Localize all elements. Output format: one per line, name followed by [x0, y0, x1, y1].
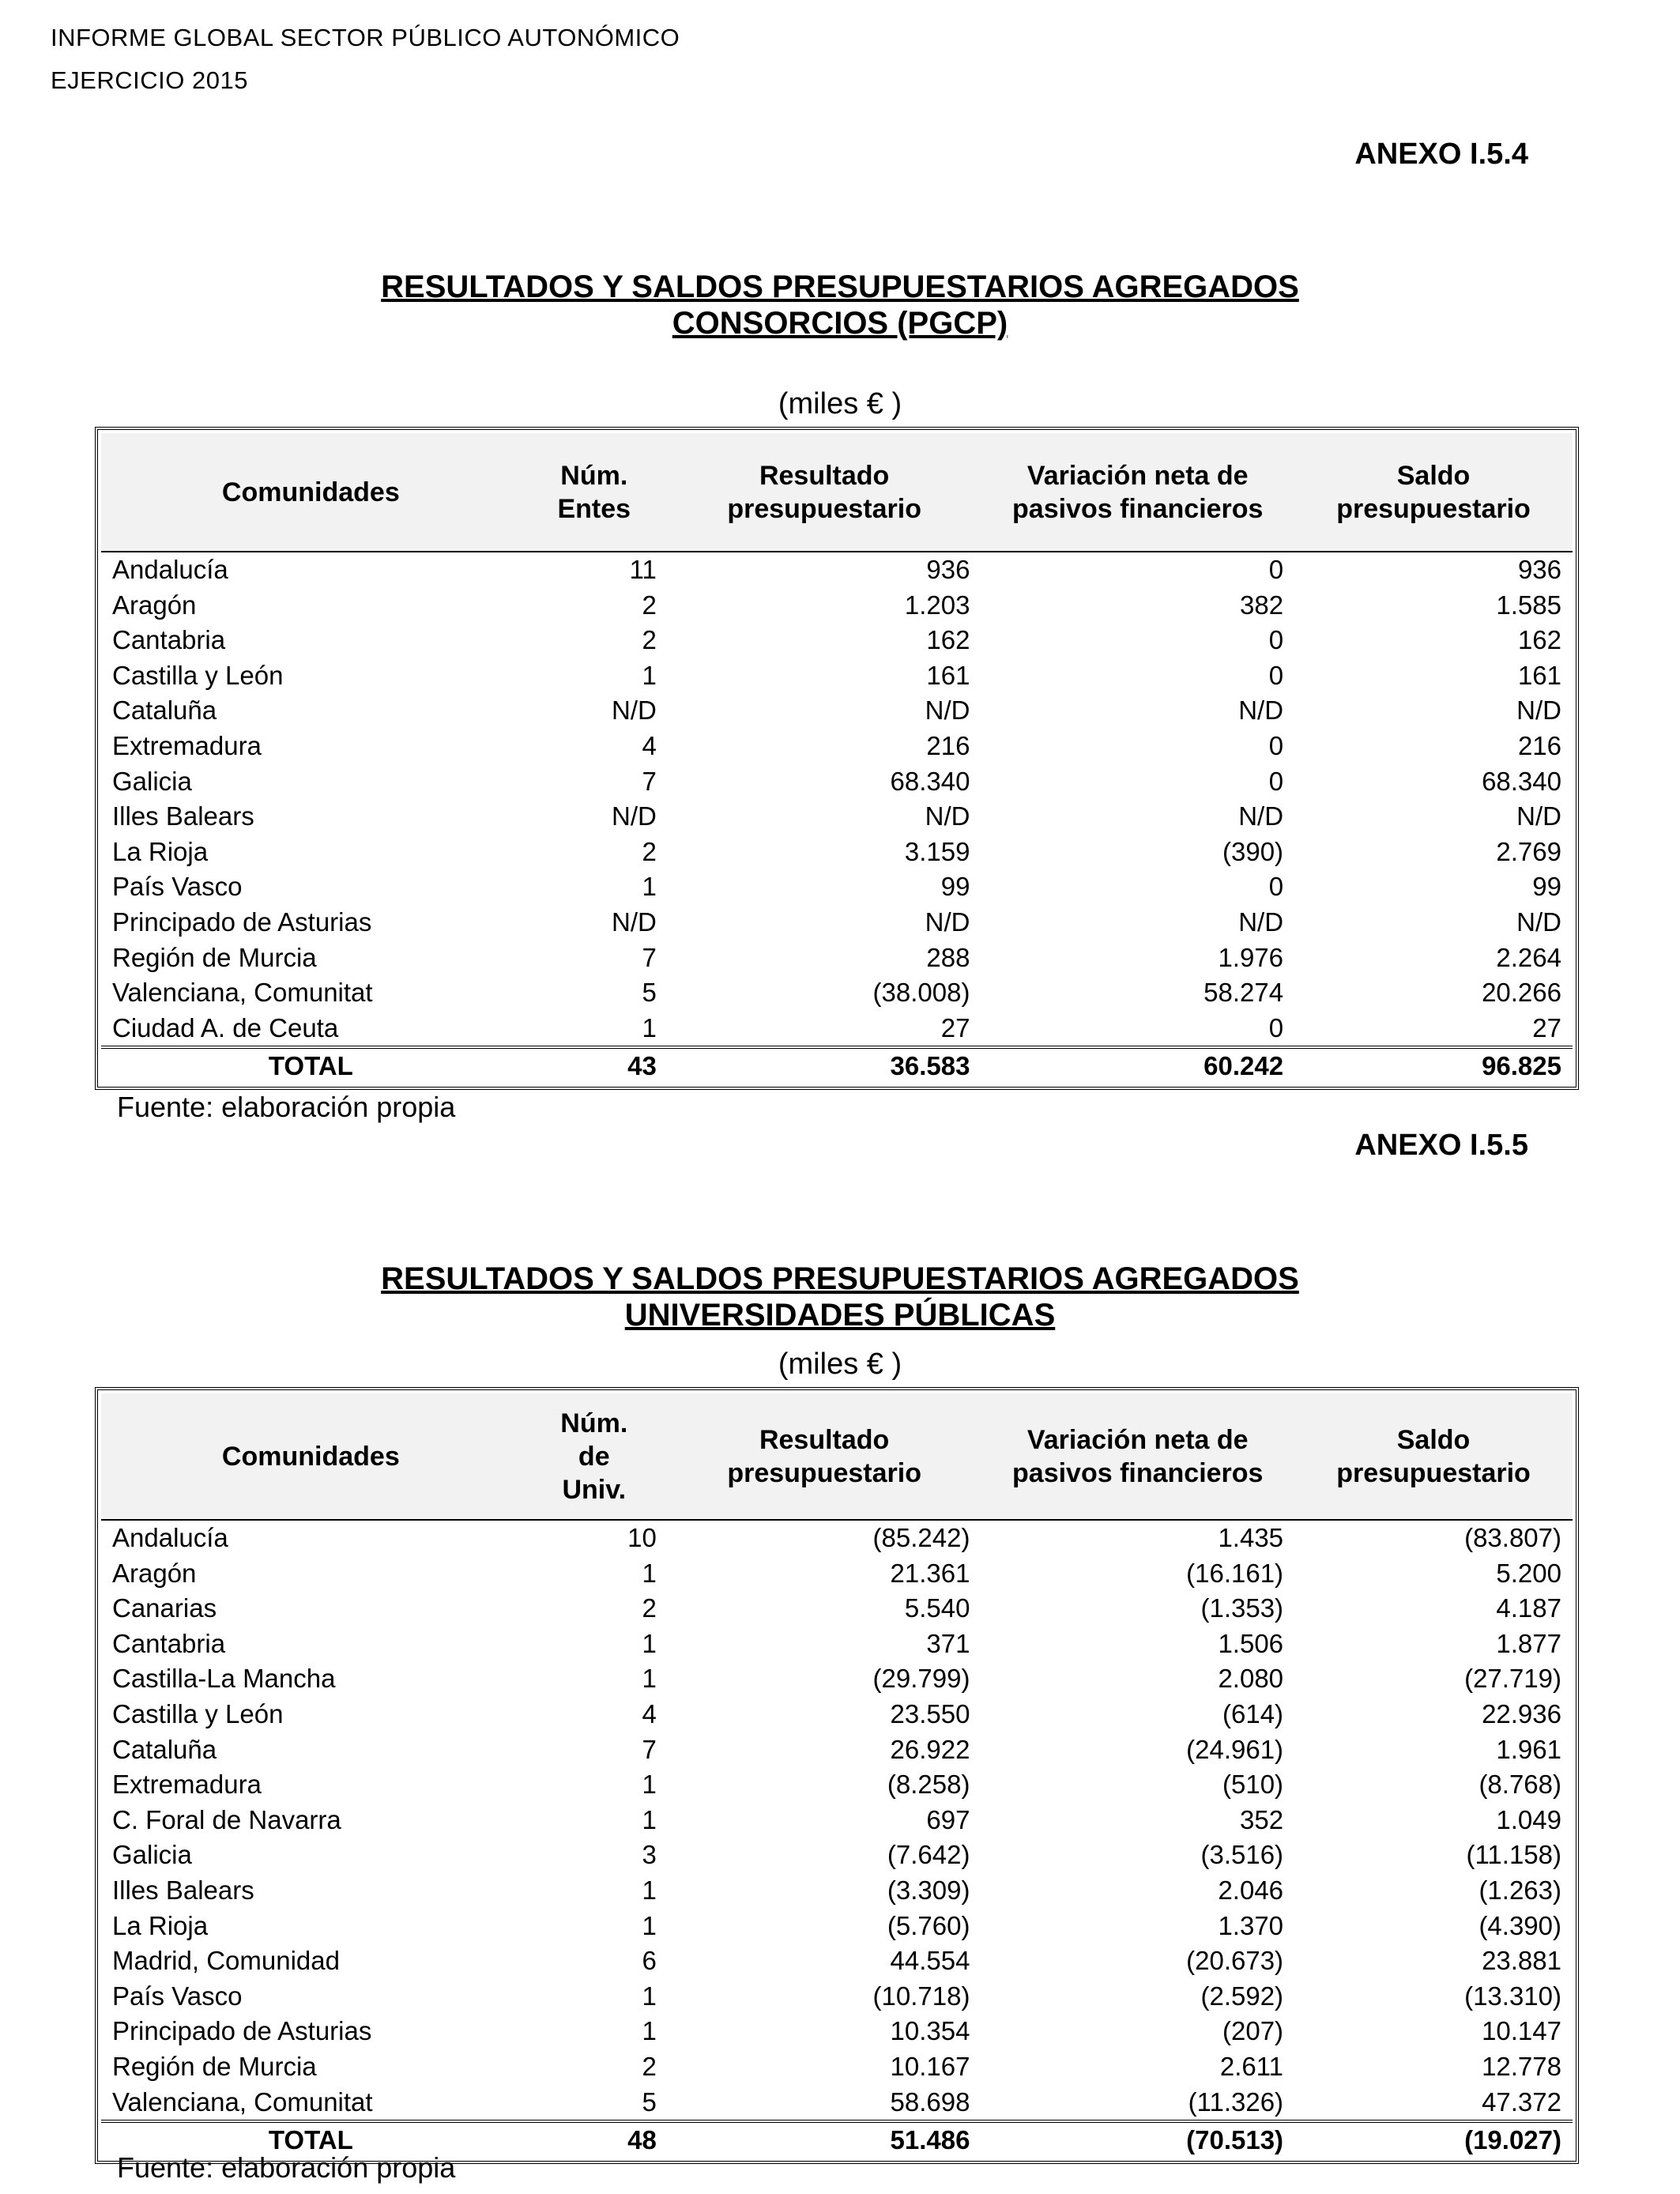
cell-variacion: (3.516) [1200, 1840, 1284, 1870]
cell-comunidad: Canarias [112, 1593, 217, 1623]
cell-resultado: (3.309) [887, 1875, 970, 1905]
cell-variacion: (24.961) [1186, 1734, 1284, 1764]
cell-variacion: 1.976 [1218, 942, 1284, 972]
cell-resultado: (8.258) [887, 1770, 970, 1800]
cell-saldo: N/D [1516, 696, 1561, 726]
cell-resultado: 216 [926, 730, 970, 760]
cell-resultado: N/D [925, 801, 970, 831]
section1-table-frame [95, 427, 1579, 1090]
cell-num: 1 [642, 1770, 657, 1800]
section2-title-line2: UNIVERSIDADES PÚBLICAS [624, 1298, 1056, 1333]
cell-comunidad: Aragón [112, 1558, 197, 1588]
cell-comunidad: Illes Balears [112, 801, 254, 831]
total-cell-comunidad: TOTAL [101, 1047, 521, 1084]
cell-variacion: 1.370 [1218, 1910, 1284, 1940]
cell-variacion: (614) [1222, 1698, 1284, 1728]
cell-variacion: (11.326) [1188, 2087, 1284, 2117]
section2-title-line1: RESULTADOS Y SALDOS PRESUPUESTARIOS AGREGADOS [381, 1261, 1299, 1296]
cell-num: 6 [642, 1946, 657, 1976]
total-cell-resultado: 51.486 [668, 2121, 981, 2158]
table-row [101, 1661, 1573, 1697]
col-header-comunidades: Comunidades [101, 433, 521, 552]
table-row [101, 941, 1573, 976]
cell-variacion: (390) [1222, 836, 1284, 866]
cell-saldo: 216 [1517, 730, 1561, 760]
cell-comunidad: Galicia [112, 1840, 192, 1870]
cell-comunidad: Valenciana, Comunitat [112, 2087, 373, 2117]
col-header-saldo: Saldo presupuestario [1294, 1393, 1573, 1520]
cell-resultado: 27 [940, 1012, 970, 1042]
cell-saldo: 5.200 [1496, 1558, 1561, 1588]
cell-resultado: (10.718) [872, 1981, 970, 2011]
cell-num: 5 [642, 2087, 657, 2117]
cell-comunidad: Extremadura [112, 730, 262, 760]
col-header-saldo: Saldo presupuestario [1294, 433, 1573, 552]
cell-resultado: (7.642) [887, 1840, 970, 1870]
section2-table-frame [95, 1387, 1579, 2164]
cell-comunidad: Extremadura [112, 1770, 262, 1800]
cell-comunidad: Cataluña [112, 696, 217, 726]
cell-variacion: 0 [1268, 555, 1284, 584]
cell-saldo: 936 [1517, 555, 1561, 584]
cell-resultado: (29.799) [872, 1664, 970, 1694]
cell-saldo: (83.807) [1464, 1523, 1561, 1552]
table-row [101, 1909, 1573, 1944]
cell-resultado: 697 [926, 1804, 970, 1834]
cell-resultado: (85.242) [872, 1523, 970, 1552]
cell-comunidad: La Rioja [112, 836, 209, 866]
section2-header-row [101, 1393, 1573, 1520]
col-header-comunidades: Comunidades [101, 1393, 521, 1520]
cell-resultado: 23.550 [890, 1698, 970, 1728]
table-row [101, 1838, 1573, 1873]
cell-variacion: 2.611 [1219, 2051, 1284, 2081]
table-row [101, 975, 1573, 1011]
col-header-resultado: Resultado presupuestario [668, 1393, 981, 1520]
section1-header-row [101, 433, 1573, 552]
cell-saldo: 20.266 [1482, 978, 1561, 1008]
section2-units: (miles € ) [778, 1348, 902, 1381]
cell-num: 1 [642, 1628, 657, 1658]
cell-variacion: (510) [1222, 1770, 1284, 1800]
cell-resultado: 3.159 [904, 836, 970, 866]
cell-resultado: 68.340 [890, 766, 970, 796]
table-row [101, 693, 1573, 729]
cell-saldo: (13.310) [1464, 1981, 1561, 2011]
section1-title-line1: RESULTADOS Y SALDOS PRESUPUESTARIOS AGREGADOS [381, 270, 1299, 304]
table-row [101, 1979, 1573, 2015]
table-row [101, 1011, 1573, 1048]
col-header-variacion: Variación neta de pasivos financieros [981, 1393, 1294, 1520]
cell-comunidad: Galicia [112, 766, 192, 796]
cell-saldo: N/D [1516, 907, 1561, 937]
cell-resultado: 5.540 [904, 1593, 970, 1623]
cell-saldo: 1.049 [1496, 1804, 1561, 1834]
cell-comunidad: Illes Balears [112, 1875, 254, 1905]
table-row [101, 1591, 1573, 1627]
total-cell-saldo: 96.825 [1294, 1047, 1573, 1084]
cell-saldo: 27 [1532, 1012, 1561, 1042]
cell-variacion: N/D [1238, 907, 1284, 937]
cell-variacion: 58.274 [1203, 978, 1284, 1008]
cell-num: 4 [642, 1698, 657, 1728]
cell-saldo: 99 [1532, 872, 1561, 902]
cell-num: 1 [642, 1012, 657, 1042]
cell-variacion: (1.353) [1200, 1593, 1284, 1623]
cell-num: 10 [627, 1523, 657, 1552]
section2-table [101, 1393, 1573, 2158]
table-row [101, 1697, 1573, 1732]
table-row [101, 799, 1573, 835]
annex-label-2: ANEXO I.5.5 [1354, 1129, 1528, 1162]
cell-num: 1 [642, 1664, 657, 1694]
table-row [101, 729, 1573, 764]
report-year: EJERCICIO 2015 [51, 66, 248, 94]
cell-variacion: (16.161) [1186, 1558, 1284, 1588]
cell-comunidad: Región de Murcia [112, 2051, 317, 2081]
table-row [101, 588, 1573, 624]
cell-num: N/D [612, 696, 657, 726]
cell-num: 11 [629, 555, 657, 584]
cell-comunidad: País Vasco [112, 872, 243, 902]
cell-num: 1 [642, 1910, 657, 1940]
table-row [101, 2085, 1573, 2122]
cell-resultado: N/D [925, 696, 970, 726]
cell-resultado: 162 [926, 625, 970, 655]
table-row [101, 1767, 1573, 1803]
col-header-resultado: Resultado presupuestario [668, 433, 981, 552]
cell-variacion: 1.506 [1218, 1628, 1284, 1658]
table-row [101, 1873, 1573, 1909]
cell-variacion: 1.435 [1218, 1523, 1284, 1552]
cell-resultado: 161 [926, 660, 970, 690]
cell-num: 2 [642, 625, 657, 655]
cell-saldo: 2.769 [1496, 836, 1561, 866]
table-row [101, 1732, 1573, 1768]
report-title: INFORME GLOBAL SECTOR PÚBLICO AUTONÓMICO [51, 24, 680, 51]
cell-variacion: N/D [1238, 801, 1284, 831]
table-row [101, 623, 1573, 658]
cell-num: 7 [642, 766, 657, 796]
table-row [101, 1627, 1573, 1662]
col-header-num-entes: Núm. Entes [521, 433, 668, 552]
total-cell-resultado: 36.583 [668, 1047, 981, 1084]
cell-variacion: 2.046 [1218, 1875, 1284, 1905]
table-row [101, 1556, 1573, 1592]
total-cell-num: 48 [521, 2121, 668, 2158]
cell-saldo: 162 [1517, 625, 1561, 655]
cell-resultado: 936 [926, 555, 970, 584]
cell-saldo: 10.147 [1482, 2016, 1561, 2046]
cell-saldo: 22.936 [1482, 1698, 1561, 1728]
cell-num: 1 [642, 1875, 657, 1905]
cell-saldo: (8.768) [1478, 1770, 1561, 1800]
cell-comunidad: Madrid, Comunidad [112, 1946, 340, 1976]
cell-saldo: (27.719) [1464, 1664, 1561, 1694]
cell-saldo: (1.263) [1478, 1875, 1561, 1905]
cell-saldo: 1.961 [1496, 1734, 1561, 1764]
section1-source: Fuente: elaboración propia [117, 1091, 456, 1123]
cell-saldo: N/D [1516, 801, 1561, 831]
total-cell-num: 43 [521, 1047, 668, 1084]
table-row [101, 2014, 1573, 2049]
cell-variacion: 0 [1268, 766, 1284, 796]
cell-comunidad: Cataluña [112, 1734, 217, 1764]
cell-comunidad: Principado de Asturias [112, 907, 372, 937]
cell-variacion: (207) [1222, 2016, 1284, 2046]
cell-comunidad: País Vasco [112, 1981, 243, 2011]
table-row [101, 869, 1573, 905]
section1-title [0, 269, 1680, 341]
cell-resultado: 10.167 [890, 2051, 970, 2081]
cell-comunidad: Ciudad A. de Ceuta [112, 1012, 339, 1042]
section1-title-line2: CONSORCIOS (PGCP) [672, 306, 1008, 341]
cell-comunidad: Andalucía [112, 1523, 228, 1552]
cell-variacion: 0 [1268, 730, 1284, 760]
table-row [101, 552, 1573, 588]
cell-resultado: N/D [925, 907, 970, 937]
cell-saldo: (11.158) [1466, 1840, 1561, 1870]
section1-table [101, 433, 1573, 1084]
table-row [101, 764, 1573, 800]
cell-num: N/D [612, 801, 657, 831]
cell-saldo: (4.390) [1478, 1910, 1561, 1940]
cell-resultado: 21.361 [890, 1558, 970, 1588]
cell-num: 7 [642, 942, 657, 972]
table-row [101, 905, 1573, 941]
cell-num: 1 [642, 1558, 657, 1588]
cell-num: 3 [642, 1840, 657, 1870]
section2-title [0, 1261, 1680, 1333]
annex-label-1: ANEXO I.5.4 [1354, 138, 1528, 171]
cell-comunidad: Aragón [112, 590, 197, 620]
total-cell-saldo: (19.027) [1294, 2121, 1573, 2158]
table-row [101, 2049, 1573, 2085]
table-row [101, 1943, 1573, 1979]
cell-saldo: 4.187 [1496, 1593, 1561, 1623]
cell-num: 7 [642, 1734, 657, 1764]
cell-comunidad: Andalucía [112, 555, 228, 584]
cell-num: 1 [642, 2016, 657, 2046]
cell-resultado: 26.922 [890, 1734, 970, 1764]
section1-table-body [101, 552, 1573, 1084]
cell-variacion: (20.673) [1186, 1946, 1284, 1976]
cell-saldo: 47.372 [1482, 2087, 1561, 2117]
cell-num: 1 [642, 1804, 657, 1834]
total-cell-variacion: 60.242 [981, 1047, 1294, 1084]
cell-num: 2 [642, 836, 657, 866]
cell-variacion: 0 [1268, 1012, 1284, 1042]
cell-saldo: 1.877 [1496, 1628, 1561, 1658]
cell-resultado: (5.760) [887, 1910, 970, 1940]
table-row [101, 658, 1573, 694]
cell-comunidad: C. Foral de Navarra [112, 1804, 341, 1834]
cell-num: 5 [642, 978, 657, 1008]
cell-num: 4 [642, 730, 657, 760]
col-header-num-univ: Núm. de Univ. [521, 1393, 668, 1520]
cell-num: 2 [642, 1593, 657, 1623]
cell-comunidad: Valenciana, Comunitat [112, 978, 373, 1008]
cell-num: 1 [642, 660, 657, 690]
section2-table-body [101, 1520, 1573, 2158]
cell-saldo: 1.585 [1496, 590, 1561, 620]
table-row [101, 1803, 1573, 1838]
cell-resultado: 371 [926, 1628, 970, 1658]
cell-comunidad: Castilla y León [112, 660, 284, 690]
cell-comunidad: Castilla-La Mancha [112, 1664, 336, 1694]
total-cell-variacion: (70.513) [981, 2121, 1294, 2158]
cell-comunidad: Principado de Asturias [112, 2016, 372, 2046]
cell-resultado: 44.554 [890, 1946, 970, 1976]
cell-saldo: 12.778 [1482, 2051, 1561, 2081]
cell-resultado: (38.008) [872, 978, 970, 1008]
cell-comunidad: La Rioja [112, 1910, 209, 1940]
table-row [101, 1520, 1573, 1556]
cell-variacion: 0 [1268, 660, 1284, 690]
cell-saldo: 23.881 [1482, 1946, 1561, 1976]
cell-resultado: 1.203 [904, 590, 970, 620]
cell-variacion: (2.592) [1200, 1981, 1284, 2011]
table-row [101, 835, 1573, 870]
cell-variacion: 382 [1239, 590, 1284, 620]
cell-resultado: 288 [926, 942, 970, 972]
cell-saldo: 68.340 [1482, 766, 1561, 796]
col-header-variacion: Variación neta de pasivos financieros [981, 433, 1294, 552]
cell-variacion: 0 [1268, 872, 1284, 902]
cell-comunidad: Región de Murcia [112, 942, 317, 972]
cell-comunidad: Cantabria [112, 625, 226, 655]
cell-num: 1 [642, 872, 657, 902]
section1-units: (miles € ) [778, 387, 902, 420]
total-cell-comunidad: TOTAL [101, 2121, 521, 2158]
cell-variacion: 352 [1239, 1804, 1284, 1834]
total-row [101, 1047, 1573, 1084]
cell-num: 2 [642, 2051, 657, 2081]
cell-variacion: 2.080 [1218, 1664, 1284, 1694]
cell-variacion: N/D [1238, 696, 1284, 726]
cell-num: 2 [642, 590, 657, 620]
cell-comunidad: Castilla y León [112, 1698, 284, 1728]
section2-source: Fuente: elaboración propia [117, 2151, 456, 2184]
cell-comunidad: Cantabria [112, 1628, 226, 1658]
cell-variacion: 0 [1268, 625, 1284, 655]
cell-resultado: 10.354 [890, 2016, 970, 2046]
cell-num: N/D [612, 907, 657, 937]
cell-resultado: 58.698 [890, 2087, 970, 2117]
cell-saldo: 161 [1517, 660, 1561, 690]
cell-resultado: 99 [940, 872, 970, 902]
cell-saldo: 2.264 [1496, 942, 1561, 972]
cell-num: 1 [642, 1981, 657, 2011]
